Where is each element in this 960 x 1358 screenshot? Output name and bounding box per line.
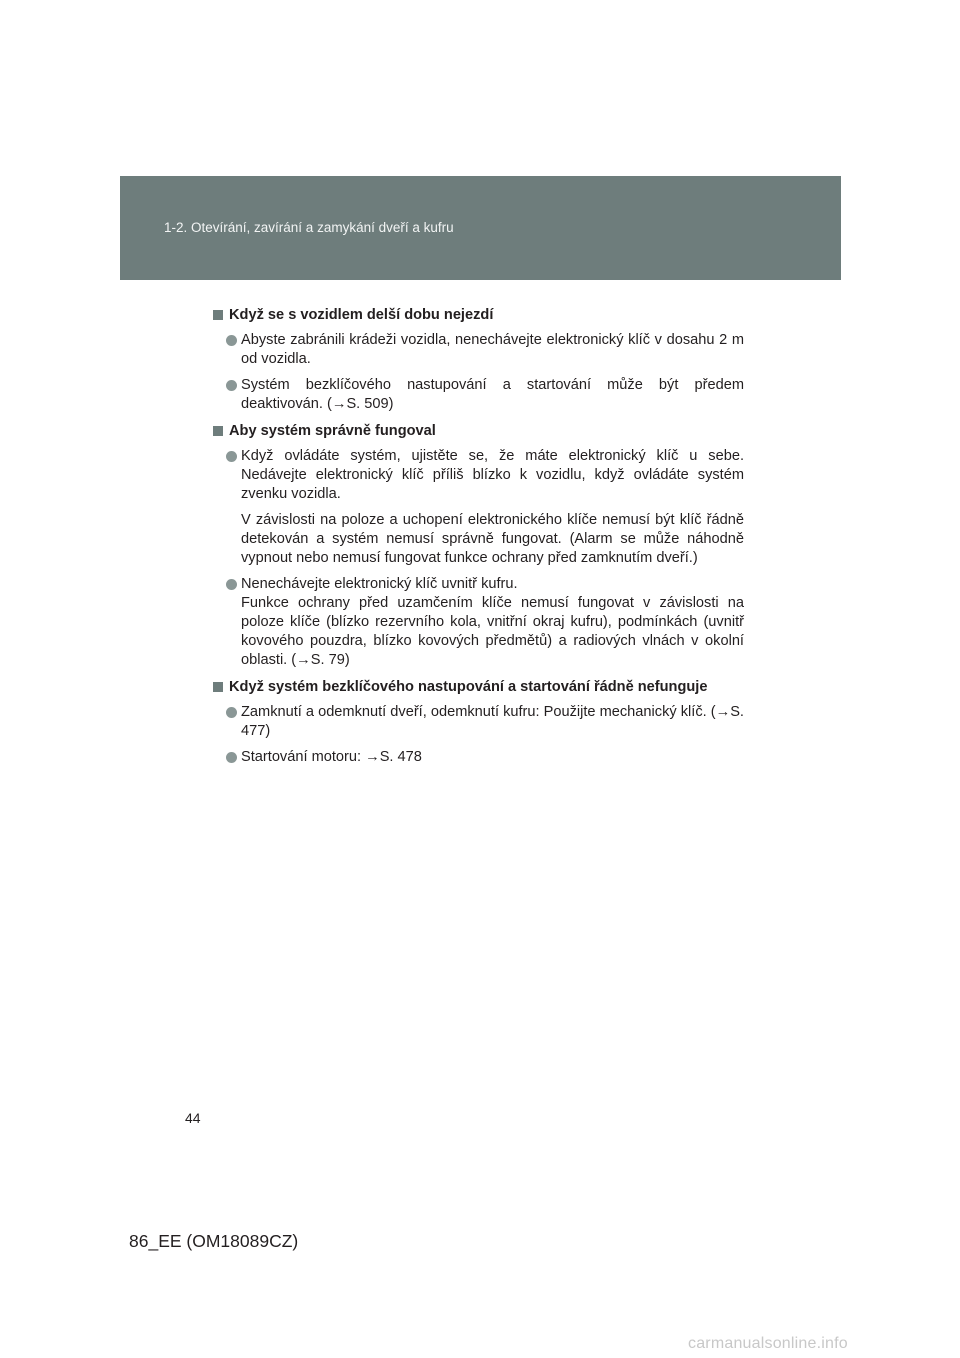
round-bullet-icon (226, 380, 237, 391)
list-item (212, 748, 744, 767)
page-number: 44 (185, 1110, 201, 1126)
document-code: 86_EE (OM18089CZ) (129, 1231, 299, 1251)
square-bullet-icon (213, 310, 223, 320)
list-item (212, 376, 744, 414)
round-bullet-icon (226, 579, 237, 590)
square-bullet-icon (213, 682, 223, 692)
watermark: carmanualsonline.info (688, 1335, 848, 1352)
round-bullet-icon (226, 707, 237, 718)
paragraph: Systém bezklíčového nastupování a startování může být předem deaktivován. (→S. 509) (241, 377, 744, 412)
page-content (212, 306, 744, 775)
section-correct-operation (212, 422, 744, 670)
paragraph: Funkce ochrany před uzamčením klíče nemusí fungovat v závislosti na poloze klíče (blízko rezervního kola, vnitřní okraj kufru), podmínkách (uvnitř kovového pouzdra, blízko kovových předmětů) a radiových vlnách v okolní oblasti. (→S. 79) (241, 595, 744, 668)
paragraph: Nenechávejte elektronický klíč uvnitř kufru. (241, 576, 518, 592)
section-title: Když systém bezklíčového nastupování a startování řádně nefunguje (212, 678, 744, 697)
section-title: Když se s vozidlem delší dobu nejezdí (212, 306, 744, 325)
section-malfunction (212, 678, 744, 767)
round-bullet-icon (226, 752, 237, 763)
paragraph: Abyste zabránili krádeži vozidla, nenechávejte elektronický klíč v dosahu 2 m od vozidla. (241, 332, 744, 367)
breadcrumb: 1-2. Otevírání, zavírání a zamykání dveří a kufru (164, 220, 454, 235)
list-item (212, 703, 744, 741)
section-long-parking (212, 306, 744, 414)
paragraph: Zamknutí a odemknutí dveří, odemknutí kufru: Použijte mechanický klíč. (→S. 477) (241, 704, 744, 739)
list-item (212, 575, 744, 670)
round-bullet-icon (226, 335, 237, 346)
chapter-header-bar (120, 176, 841, 280)
paragraph: Když ovládáte systém, ujistěte se, že máte elektronický klíč u sebe. Nedávejte elektronický klíč příliš blízko k vozidlu, když ovládáte systém zvenku vozidla. (241, 448, 744, 502)
section-title: Aby systém správně fungoval (212, 422, 744, 441)
list-item (212, 447, 744, 568)
square-bullet-icon (213, 426, 223, 436)
paragraph: V závislosti na poloze a uchopení elektronického klíče nemusí být klíč řádně detekován a systém nemusí správně fungovat. (Alarm se může náhodně vypnout nebo nemusí fungovat funkce ochrany před zamknutím dveří.) (241, 512, 744, 566)
round-bullet-icon (226, 451, 237, 462)
list-item (212, 331, 744, 369)
paragraph: Startování motoru: →S. 478 (241, 749, 422, 765)
